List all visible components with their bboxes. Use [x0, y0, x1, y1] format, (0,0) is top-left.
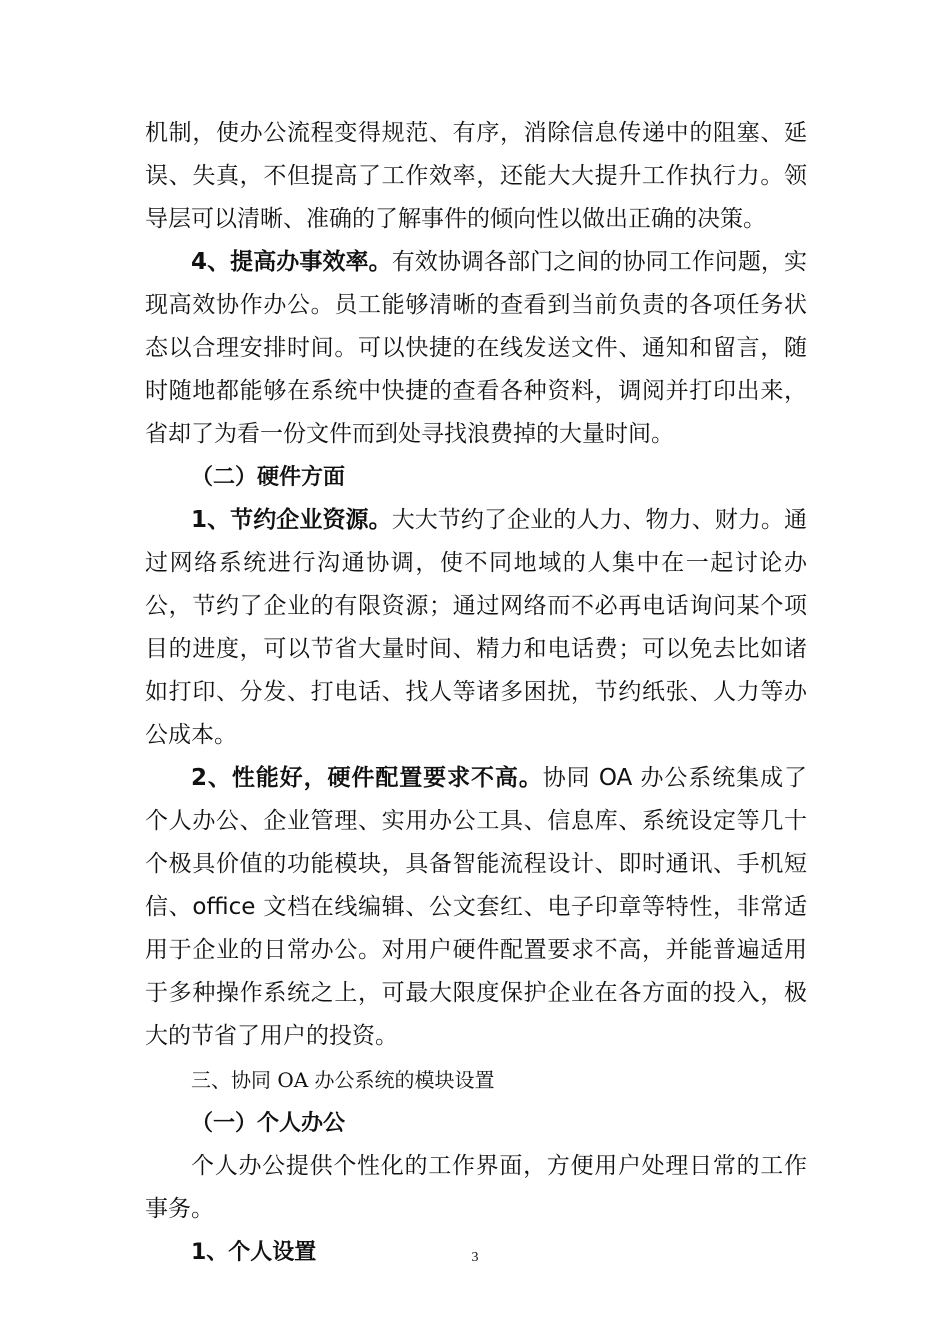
body-text	[145, 112, 807, 1274]
paragraph-personal: 个人办公提供个性化的工作界面，方便用户处理日常的工作事务。	[145, 1153, 807, 1222]
paragraph-continuation: 机制，使办公流程变得规范、有序，消除信息传递中的阻塞、延误、失真，不但提高了工作效率，还能大大提升工作执行力。领导层可以清晰、准确的了解事件的倾向性以做出正确的决策。	[145, 120, 807, 232]
performance-text: 协同 OA 办公系统集成了个人办公、企业管理、实用办公工具、信息库、系统设定等几十个极具价值的功能模块，具备智能流程设计、即时通讯、手机短信、office 文档在线编辑、公文套红、电子印章等特性，非常适用于企业的日常办公。对用户硬件配置要求不高，并能普遍适用于多种操作系统之上，可最大限度保护企业在各方面的投入，极大的节省了用户的投资。	[145, 765, 807, 1049]
section-hardware-heading: （二）硬件方面	[191, 465, 346, 490]
page-number: 3	[471, 1250, 479, 1265]
resources-heading: 1、节约企业资源。	[191, 507, 392, 533]
resources-text: 大大节约了企业的人力、物力、财力。通过网络系统进行沟通协调，使不同地域的人集中在一起讨论办公，节约了企业的有限资源；通过网络而不必再电话询问某个项目的进度，可以节省大量时间、精力和电话费；可以免去比如诸如打印、分发、打电话、找人等诸多困扰，节约纸张、人力等办公成本。	[145, 507, 808, 748]
paragraph-performance	[145, 757, 807, 1058]
personal-settings-heading: 1、个人设置	[191, 1240, 317, 1265]
paragraph-resources	[145, 499, 807, 757]
efficiency-heading: 4、提高办事效率。	[191, 249, 392, 275]
performance-heading: 2、性能好，硬件配置要求不高。	[191, 765, 543, 791]
paragraph-efficiency	[145, 241, 807, 456]
section-personal-heading: （一）个人办公	[191, 1111, 346, 1136]
efficiency-text: 有效协调各部门之间的协同工作问题，实现高效协作办公。员工能够清晰的查看到当前负责的各项任务状态以合理安排时间。可以快捷的在线发送文件、通知和留言，随时随地都能够在系统中快捷的查看各种资料，调阅并打印出来，省却了为看一份文件而到处寻找浪费掉的大量时间。	[145, 249, 808, 447]
section-three-heading: 三、协同 OA 办公系统的模块设置	[191, 1068, 495, 1092]
